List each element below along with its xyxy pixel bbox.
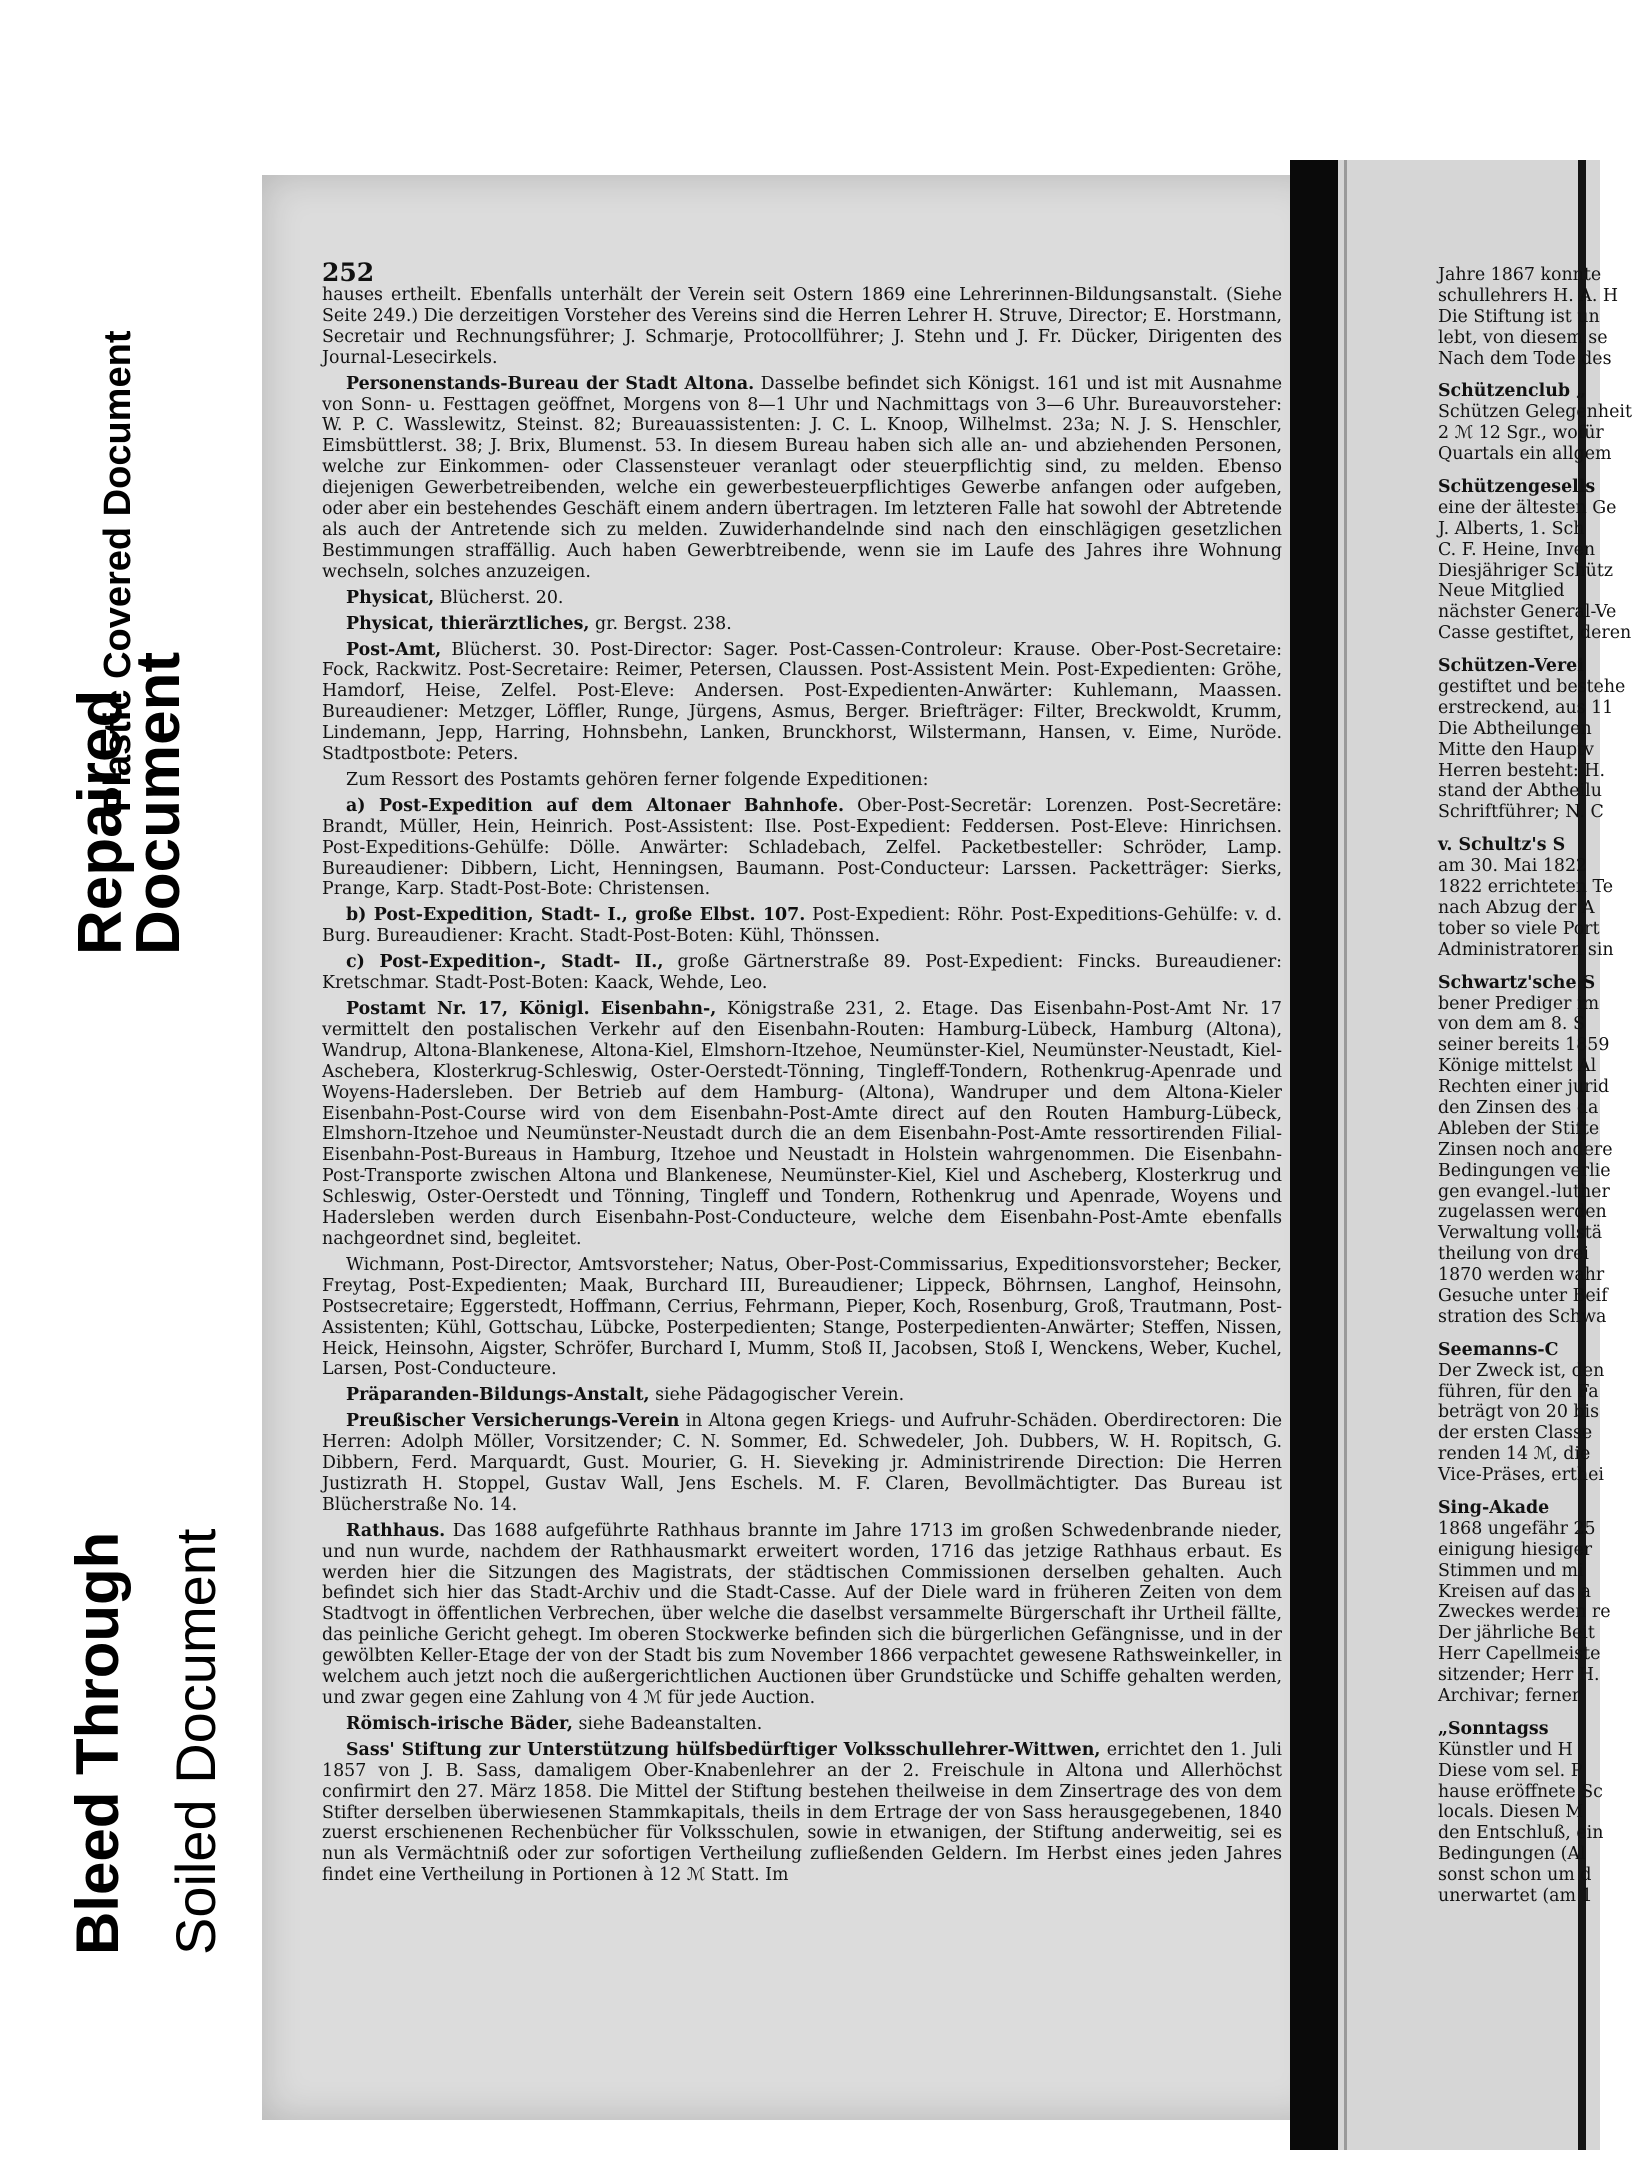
right-column-line: Schützengesells: [1438, 477, 1596, 498]
entry-paragraph: [322, 952, 1282, 994]
right-column-line: bener Prediger im: [1438, 993, 1600, 1014]
entry-heading: b) Post-Expedition, Stadt- I., große Elbst. 107.: [346, 905, 806, 926]
right-column-line: Bedingungen (Al: [1438, 1844, 1586, 1865]
right-column-line: erstreckend, aus 11: [1438, 697, 1614, 718]
right-column-line: 1822 errichteten Te: [1438, 877, 1614, 898]
right-column-line: Rechten einer jurid: [1438, 1077, 1610, 1098]
repaired-document-label-line1: Repaired: [66, 689, 135, 955]
entry-text: Das 1688 aufgeführte Rathhaus brannte im Jahre 1713 im großen Schwedenbrande nieder, und nun wurde, nachdem der Rathhausmarkt erweitert worden, 1716 das jetzige Rathhaus erbaut. Es werden hier die Sitzungen des Magistrats, der städtischen Commissionen derselben gehalten. Auch befindet sich hier das Stadt-Archiv und die Stadt-Casse. Auf der Diele ward in früheren Zeiten von dem Stadtvogt in öffentlichen Verbrechen, über welche die daselbst versammelte Bürgerschaft ihr Urtheil fällte, das peinliche Gericht gehegt. Im oberen Stockwerke befinden sich die bürgerlichen Gefängnisse, und in der gewölbten Keller-Etage der von der Stadt bis zum November 1866 verpachtet gewesene Rathsweinkeller, in welchem auch jetzt noch die außergerichtlichen Auctionen über Grundstücke und Schiffe gehalten werden, und zwar gegen eine Zahlung von 4 ℳ für jede Auction.: [322, 1520, 1282, 1708]
entry-text: große Gärtnerstraße 89. Post-Expedient: Fincks. Bureaudiener: Kretschmar. Stadt-Post-Boten: Kaack, Wehde, Leo.: [322, 952, 1282, 994]
right-column-line: J. Alberts, 1. Sch: [1438, 518, 1585, 539]
right-column-line: Schützen Gelegenheit: [1438, 402, 1632, 423]
right-column-line: Administratoren sin: [1438, 939, 1614, 960]
right-column-line: seiner bereits 1859: [1438, 1035, 1610, 1056]
right-column-line: Diese vom sel. P: [1438, 1760, 1583, 1781]
right-column-line: [1438, 961, 1608, 973]
entry-text: Post-Expedient: Röhr. Post-Expeditions-Gehülfe: v. d. Burg. Bureaudiener: Kracht. Stadt-Post-Boten: Kühl, Thönssen.: [322, 905, 1282, 947]
right-column-line: stration des Schwa: [1438, 1306, 1607, 1327]
right-column-line: Seemanns-C: [1438, 1339, 1559, 1360]
right-column-line: der ersten Classe: [1438, 1423, 1593, 1444]
right-column-line: Der Zweck ist, den: [1438, 1360, 1605, 1381]
right-column-line: 1870 werden wahr: [1438, 1265, 1605, 1286]
repaired-document-label-line2: Document: [124, 651, 193, 955]
entry-text: Zum Ressort des Postamts gehören ferner folgende Expeditionen:: [346, 769, 929, 790]
entry-text: siehe Badeanstalten.: [572, 1713, 763, 1734]
right-column-line: 2 ℳ 12 Sgr., wofür: [1438, 423, 1604, 444]
right-column-line: Künstler und H: [1438, 1739, 1573, 1760]
entry-heading: Römisch-irische Bäder,: [346, 1713, 573, 1734]
right-column-line: Archivar; ferner: [1438, 1686, 1581, 1706]
right-column-line: zugelassen werden: [1438, 1202, 1607, 1223]
right-column-line: hause eröffnete Sc: [1438, 1781, 1603, 1802]
right-column-line: gen evangel.-luther: [1438, 1181, 1610, 1202]
right-column-line: eine der ältesten Ge: [1438, 497, 1617, 518]
right-column-line: Ableben der Stifte: [1438, 1118, 1600, 1139]
right-column-line: [1438, 1707, 1608, 1719]
right-column-line: nächster General-Ve: [1438, 602, 1617, 623]
entry-heading: Physicat, thierärztliches,: [346, 613, 590, 634]
right-column-line: am 30. Mai 1822: [1438, 856, 1588, 877]
right-column-line: Herr Capellmeiste: [1438, 1644, 1601, 1665]
right-column-line: Bedingungen verlie: [1438, 1160, 1611, 1181]
right-column-line: [1438, 1486, 1608, 1498]
right-column-line: Mitte den Hauptv: [1438, 739, 1594, 760]
entry-text: errichtet den 1. Juli 1857 von J. B. Sass, damaligem Ober-Knabenlehrer an der 2. Freischule in Altona und Allerhöchst confirmirt den 27. März 1858. Die Mittel der Stiftung bestehen theilweise in dem Zinsertrage des von dem Stifter derselben überwiesenen Stammkapitals, theils in dem Ertrage der von Sass herausgegebenen, 1840 zuerst erschienenen Rechenbücher für Volksschulen, sowie in etwanigen, der Stiftung anderweitig, sei es nun als Vermächtniß oder zur sofortigen Vertheilung zufließenden Geldern. Im Herbst eines jeden Jahres findet eine Vertheilung in Portionen à 12 ℳ Statt. Im: [322, 1739, 1282, 1886]
right-column-line: Schützen-Verei: [1438, 656, 1584, 677]
right-column-line: Der jährliche Beit: [1438, 1623, 1595, 1644]
right-column-line: gestiftet und bestehe: [1438, 677, 1626, 698]
entry-paragraph: [322, 905, 1282, 947]
entry-heading: Physicat,: [346, 587, 435, 608]
right-column-line: schullehrers H. A. H: [1438, 285, 1619, 306]
right-column-line: den Zinsen des da: [1438, 1097, 1599, 1118]
right-column-line: v. Schultz's S: [1438, 835, 1566, 856]
right-column-line: [1438, 1328, 1608, 1340]
right-column-line: den Entschluß, ein: [1438, 1823, 1604, 1844]
right-column-line: Schwartz'sche S: [1438, 972, 1596, 993]
right-column-line: theilung von drei: [1438, 1244, 1589, 1265]
right-column-line: [1438, 644, 1608, 656]
right-column-line: Schriftführer; N. C: [1438, 802, 1604, 823]
right-column-line: lebt, von diesem se: [1438, 327, 1608, 348]
entry-text: in Altona gegen Kriegs- und Aufruhr-Schäden. Oberdirectoren: Die Herren: Adolph Möller, Vorsitzender; C. N. Sommer, Ed. Schwedeler, Joh. Dubbers, W. H. Ropitsch, G. Dibbern, Ferd. Marquardt, Gust. Mourier, G. H. Sieveking jr. Administrirende Direction: Die Herren Justizrath H. Stoppel, Gustav Wall, Jens Eschels. M. F. Claren, Bevollmächtigter. Das Bureau ist Blücherstraße No. 14.: [322, 1411, 1282, 1515]
entry-paragraph: [322, 614, 1282, 635]
page-body-text: [322, 285, 1282, 1891]
right-column-line: Die Stiftung ist un: [1438, 306, 1600, 327]
entry-text: Blücherst. 20.: [434, 587, 564, 608]
right-column-line: C. F. Heine, Inven: [1438, 539, 1596, 560]
entry-text: Wichmann, Post-Director, Amtsvorsteher; Natus, Ober-Post-Commissarius, Expeditionsvorsteher; Becker, Freytag, Post-Expedienten; Maak, Burchard III, Bureaudiener; Lippeck, Böhrnsen, Langhof, Heinsohn, Postsecretaire; Eggerstedt, Hoffmann, Cerrius, Fehrmann, Pieper, Koch, Rosenburg, Groß, Trautmann, Post-Assistenten; Kühl, Gottschau, Lübcke, Posterpedienten; Stange, Posterpedienten-Anwärter; Steffen, Nissen, Heick, Heinsohn, Aigster, Schröfer, Burchard I, Mumm, Stoß II, Jacobsen, Stoß I, Wenckens, Weber, Kuchel, Larsen, Post-Conducteure.: [322, 1254, 1282, 1380]
entry-paragraph: [322, 1411, 1282, 1516]
entry-heading: Präparanden-Bildungs-Anstalt,: [346, 1385, 650, 1406]
right-column-line: 1868 ungefähr 25: [1438, 1518, 1596, 1539]
entry-text: gr. Bergst. 238.: [589, 613, 732, 634]
right-column-line: Neue Mitglied: [1438, 581, 1565, 602]
entry-heading: Preußischer Versicherungs-Verein: [346, 1411, 680, 1432]
entry-paragraph: [322, 1714, 1282, 1735]
right-column-line: Vice-Präses, erthei: [1438, 1465, 1604, 1486]
entry-paragraph: [322, 285, 1282, 369]
entry-text: Dasselbe befindet sich Königst. 161 und ist mit Ausnahme von Sonn- u. Festtagen geöffnet, Morgens von 8—1 Uhr und Nachmittags von 3—6 Uhr. Bureauvorsteher: W. P. C. Wasslewitz, Steinst. 82; Bureauassistenten: J. C. L. Knoop, Wilhelmst. 23a; N. J. S. Henschler, Eimsbüttlerst. 38; J. Brix, Blumenst. 53. In diesem Bureau haben sich alle an- und abziehenden Personen, welche zur Einkommen- oder Classensteuer veranlagt oder steuerpflichtig sind, zu melden. Ebenso diejenigen Gewerbetreibenden, welche ein gewerbesteuerpflichtiges Gewerbe anfangen oder aufgeben, oder aber ein bestehendes Geschäft einem andern übertragen. Im letzteren Falle hat sowohl der Abtretende als auch der Antretende sich zu melden. Zuwiderhandelnde sind nach den einschlägigen gesetzlichen Bestimmungen straffällig. Auch haben Gewerbtreibende, wenn sie im Laufe des Jahres ihre Wohnung wechseln, solches anzuzeigen.: [322, 373, 1282, 582]
entry-paragraph: [322, 374, 1282, 583]
entry-heading: Personenstands-Bureau der Stadt Altona.: [346, 373, 755, 394]
right-column-line: sitzender; Herr H.: [1438, 1665, 1600, 1686]
entry-text: Königstraße 231, 2. Etage. Das Eisenbahn-Post-Amt Nr. 17 vermittelt den postalischen Verkehr auf den Eisenbahn-Routen: Hamburg-Lübeck, Hamburg (Altona), Wandrup, Altona-Blankenese, Altona-Kiel, Elmshorn-Itzehoe, Neumünster-Kiel, Neumünster-Neustadt, Kiel-Aschebera, Klosterkrug-Schleswig, Oster-Oerstedt-Tönning, Tingleff-Tondern, Rothenkrug-Apenrade und Woyens-Hadersleben. Der Betrieb auf dem Hamburg- (Altona), Wandruper und dem Altona-Kieler Eisenbahn-Post-Course wird von dem Eisenbahn-Post-Amte direct auf den Routen Hamburg-Lübeck, Elmshorn-Itzehoe und Neumünster-Neustadt durch die an dem Eisenbahn-Post-Amte ressortirenden Filial-Eisenbahn-Post-Bureaus in Hamburg, Itzehoe und Neustadt in Holstein wahrgenommen. Die Eisenbahn-Post-Transporte zwischen Altona und Blankenese, Neumünster-Kiel, Kiel und Ascheberg, Klosterkrug und Schleswig, Oster-Oerstedt und Tönning, Tingleff und Tondern, Rothenkrug und Apenrade, Woyens und Hadersleben werden durch Eisenbahn-Post-Conducteure, welche dem Eisenbahn-Post-Amte ebenfalls nachgeordnet sind, begleitet.: [322, 999, 1282, 1249]
entry-paragraph: [322, 1521, 1282, 1709]
entry-text: siehe Pädagogischer Verein.: [649, 1385, 905, 1406]
right-column-line: Die Abtheilungen: [1438, 718, 1592, 739]
entry-heading: c) Post-Expedition-, Stadt- II.,: [346, 952, 664, 973]
entry-heading: Sass' Stiftung zur Unterstützung hülfsbedürftiger Volksschullehrer-Wittwen,: [346, 1739, 1101, 1760]
entry-paragraph: [322, 999, 1282, 1250]
entry-paragraph: [322, 588, 1282, 609]
right-column-line: sonst schon um d: [1438, 1865, 1592, 1886]
right-column-line: Kreisen auf das a: [1438, 1581, 1591, 1602]
right-column-line: stand der Abtheilu: [1438, 781, 1602, 802]
entry-text: Blücherst. 30. Post-Director: Sager. Post-Cassen-Controleur: Krause. Ober-Post-Secretaire: Fock, Rackwitz. Post-Secretaire: Reimer, Petersen, Claussen. Post-Assistent Mein. Post-Expedienten: Gröhe, Hamdorf, Heise, Zelfel. Post-Eleve: Andersen. Post-Expedienten-Anwärter: Kuhlemann, Maassen. Bureaudiener: Metzger, Löffler, Runge, Jürgens, Asmus, Berger. Briefträger: Filter, Breckwoldt, Krumm, Lindemann, Jepp, Harring, Hohnsbehn, Lanken, Brunckhorst, Wilstermann, Hansen, v. Eime, Nuröde. Stadtpostbote: Peters.: [322, 639, 1282, 765]
entry-heading: Postamt Nr. 17, Königl. Eisenbahn-,: [346, 999, 717, 1019]
right-column-line: nach Abzug der A: [1438, 897, 1595, 918]
right-column-line: „Sonntagss: [1438, 1718, 1549, 1739]
entry-text: Ober-Post-Secretär: Lorenzen. Post-Secretäre: Brandt, Müller, Hein, Heinrich. Post-Assistent: Ilse. Post-Expedient: Feddersen. Post-Eleve: Hinrichsen. Post-Expeditions-Gehülfe: Dölle. Anwärter: Schladebach, Zelfel. Packetbesteller: Schröder, Lamp. Bureaudiener: Dibbern, Licht, Henningsen, Baumann. Post-Conducteur: Larssen. Packetträger: Sierks, Prange, Karp. Stadt-Post-Bote: Christensen.: [322, 795, 1282, 900]
right-column-line: Herren besteht: H.: [1438, 760, 1606, 781]
page-number: 252: [322, 258, 375, 287]
right-column-line: Jahre 1867 konnte: [1438, 265, 1602, 285]
soiled-document-label: Soiled Document: [164, 1528, 227, 1955]
entry-paragraph: [322, 1740, 1282, 1886]
right-page-column: [1438, 265, 1632, 1907]
right-column-line: einigung hiesiger: [1438, 1539, 1593, 1560]
right-column-line: Schützenclub „: [1438, 381, 1587, 402]
right-column-line: Quartals ein allgem: [1438, 444, 1612, 465]
right-column-line: führen, für den Fa: [1438, 1381, 1599, 1402]
entry-heading: a) Post-Expedition auf dem Altonaer Bahnhofe.: [346, 795, 845, 816]
right-column-line: Zweckes werden re: [1438, 1602, 1611, 1623]
right-column-line: Casse gestiftet, deren: [1438, 623, 1632, 644]
entry-heading: Post-Amt,: [346, 639, 442, 660]
entry-paragraph: [322, 796, 1282, 901]
right-column-line: Nach dem Tode des: [1438, 348, 1612, 369]
right-column-line: von dem am 8. S: [1438, 1014, 1585, 1035]
entry-paragraph: [322, 770, 1282, 791]
right-column-line: [1438, 823, 1608, 835]
right-column-line: Stimmen und mi: [1438, 1560, 1584, 1581]
plastic-covered-label: Plastic Covered Document: [97, 330, 139, 812]
right-column-line: Könige mittelst Al: [1438, 1056, 1597, 1077]
right-column-line: unerwartet (am 1: [1438, 1886, 1593, 1907]
entry-paragraph: [322, 1385, 1282, 1406]
entry-text: hauses ertheilt. Ebenfalls unterhält der Verein seit Ostern 1869 eine Lehrerinnen-Bildungsanstalt. (Siehe Seite 249.) Die derzeitigen Vorsteher des Vereins sind die Herren Lehrer H. Struve, Director; E. Horstmann, Secretair und Rechnungsführer; J. Schmarje, Protocollführer; J. Stehn und J. Fr. Dücker, Dirigenten des Journal-Lesecirkels.: [322, 285, 1282, 368]
right-column-line: Diesjähriger Schütz: [1438, 560, 1614, 581]
right-column-line: beträgt von 20 bis: [1438, 1402, 1600, 1423]
right-column-line: Sing-Akade: [1438, 1497, 1550, 1518]
right-column-line: [1438, 465, 1608, 477]
right-column-line: Verwaltung vollstä: [1438, 1223, 1603, 1244]
entry-heading: Rathhaus.: [346, 1520, 446, 1541]
right-column-line: [1438, 369, 1608, 381]
bleed-through-label: Bleed Through: [64, 1531, 131, 1955]
right-column-line: renden 14 ℳ, die: [1438, 1444, 1591, 1465]
right-column-line: Gesuche unter Beif: [1438, 1285, 1608, 1306]
right-column-line: tober so viele Port: [1438, 918, 1600, 939]
entry-paragraph: [322, 640, 1282, 765]
entry-paragraph: [322, 1255, 1282, 1380]
right-column-line: Zinsen noch andere: [1438, 1139, 1613, 1160]
book-gutter: [1290, 160, 1338, 2150]
right-column-line: locals. Diesen M: [1438, 1802, 1584, 1823]
